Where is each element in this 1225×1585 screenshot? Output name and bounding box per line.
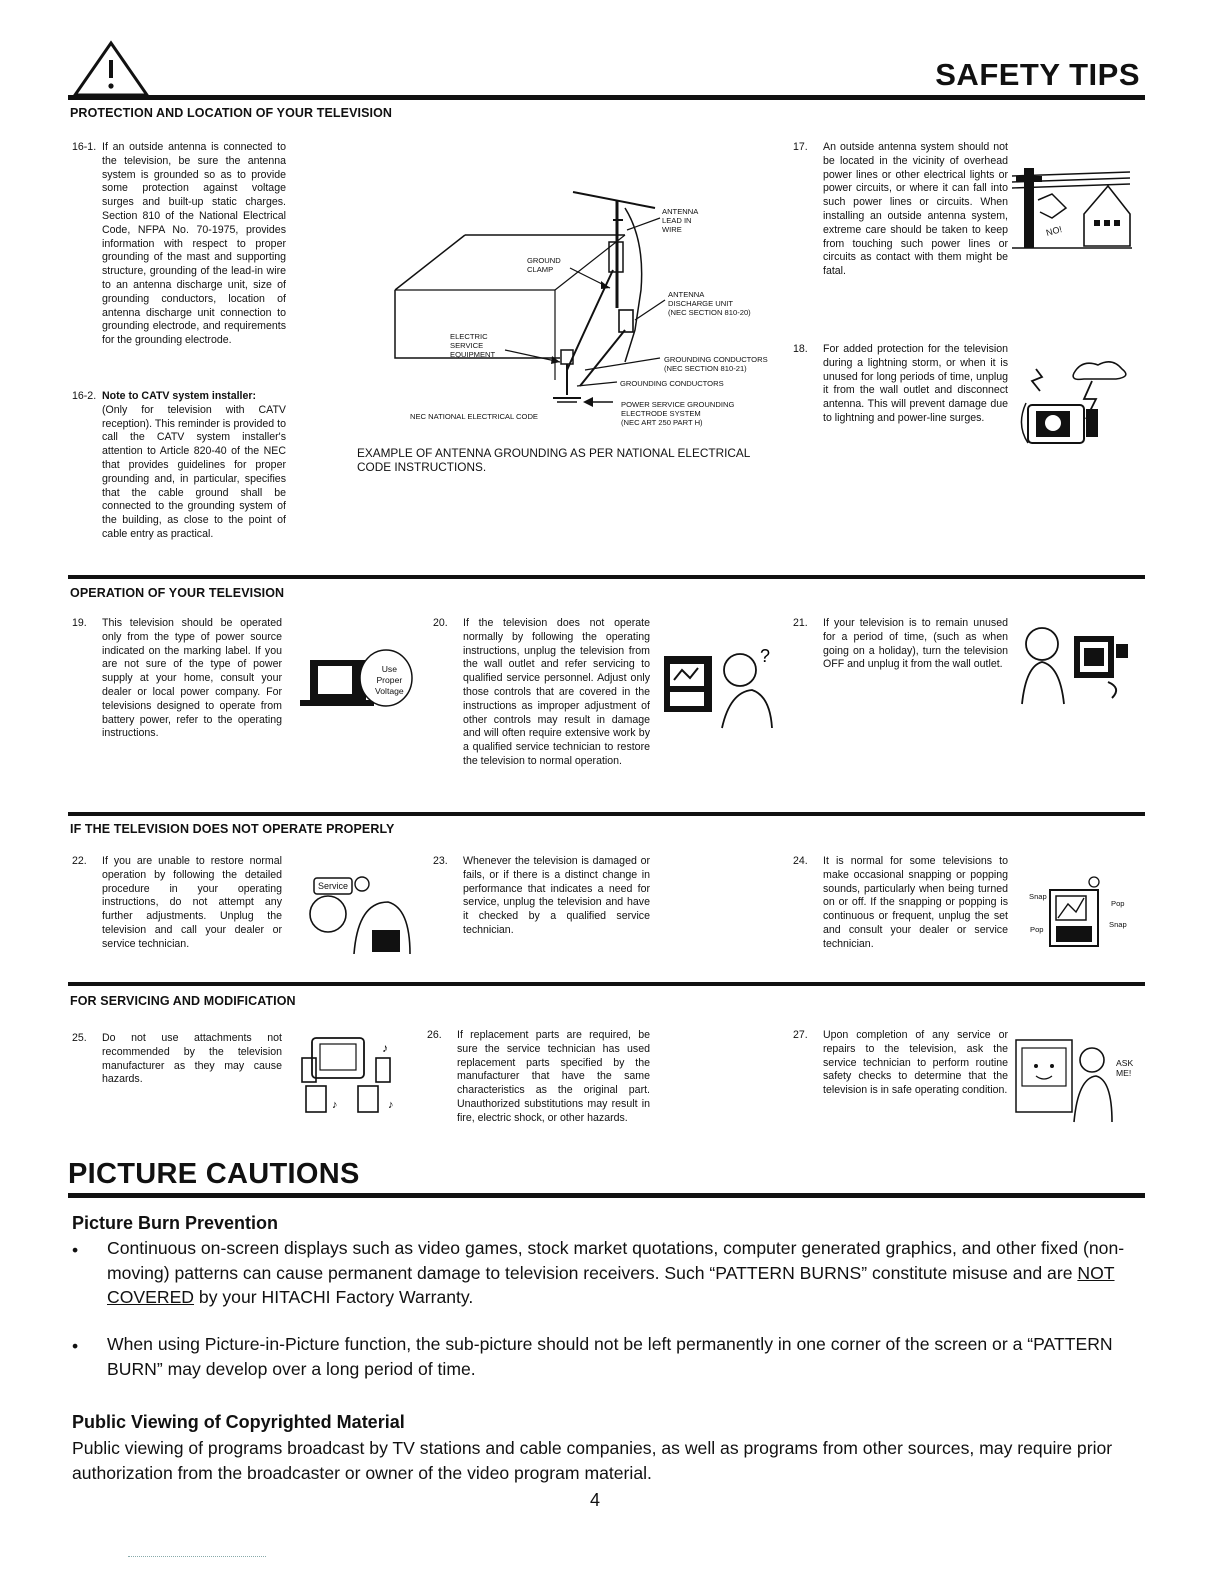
- svg-text:♪: ♪: [332, 1099, 338, 1111]
- page-title: SAFETY TIPS: [935, 57, 1140, 92]
- svg-text:♪: ♪: [382, 1041, 388, 1055]
- item-number: 22.: [72, 855, 87, 867]
- section-title-operation: OPERATION OF YOUR TELEVISION: [70, 586, 285, 600]
- copyright-heading: Public Viewing of Copyrighted Material: [72, 1412, 405, 1432]
- snap-label-bottom: Snap: [1109, 920, 1127, 929]
- item-number: 25.: [72, 1032, 87, 1044]
- power-lines-illustration: [1012, 164, 1132, 256]
- item-17: [793, 141, 1008, 279]
- item-21: [793, 617, 1008, 672]
- item-text: An outside antenna system should not be located in the vicinity of overhead power lines or other electrical lights or power circuits, or where it can fall into such power lines or circuits. When installing an outside antenna system, extreme care should be taken to keep from touching such power lines or circuits as contact with them might be fatal.: [823, 141, 1008, 278]
- bullet-dot: •: [72, 1240, 79, 1260]
- snap-label-top: Snap: [1029, 892, 1047, 901]
- item-text: Upon completion of any service or repairs to the television, ask the service technician to perform routine safety checks to determine that the television is in safe operating condition.: [823, 1029, 1008, 1097]
- item-number: 26.: [427, 1029, 442, 1041]
- item-number: 17.: [793, 141, 808, 153]
- copyright-paragraph: Public viewing of programs broadcast by TV stations and cable companies, as well as programs from other sources, may require prior authorization from the broadcaster or owner of the video program material.: [72, 1438, 1113, 1483]
- item-text: If an outside antenna is connected to the television, be sure the antenna system is grounded so as to provide some protection against voltage surges and built-up static charges. Section 810 of the National Electrical Code, NFPA No. 70-1975, provides information with respect to proper grounding of the mast and supporting structure, grounding of the lead-in wire to an antenna discharge unit, size of grounding conductors, location of antenna discharge unit connection to grounding electrode, and requirements for the grounding electrode.: [102, 141, 286, 347]
- item-18: [793, 343, 1008, 426]
- lightning-tv-illustration: [1012, 355, 1132, 447]
- item-number: 18.: [793, 343, 808, 355]
- section-title-servicing: FOR SERVICING AND MODIFICATION: [70, 994, 296, 1008]
- item-16-1: [72, 141, 286, 348]
- picture-cautions-title: PICTURE CAUTIONS: [68, 1158, 360, 1190]
- section-rule: [68, 575, 1145, 579]
- item-text: This television should be operated only from the type of power source indicated on the marking label. If you are not sure of the type of power supply at your home, consult your dealer or local power company. For televisions designed to operate from battery power, refer to the operating instructions.: [102, 617, 282, 740]
- section-rule: [68, 812, 1145, 816]
- svg-text:♪: ♪: [388, 1099, 394, 1111]
- ask-me-label: ASK ME!: [1116, 1058, 1134, 1078]
- warning-triangle-icon: [72, 40, 150, 98]
- item-22: [72, 855, 282, 952]
- item-25: [72, 1032, 282, 1087]
- item-24: [793, 855, 1008, 952]
- item-number: 19.: [72, 617, 87, 629]
- section-title-protection: PROTECTION AND LOCATION OF YOUR TELEVISION: [70, 106, 393, 120]
- item-text: If replacement parts are required, be sure the service technician has used replacement parts specified by the manufacturer that have the same characteristics as the original part. Unauthorized substitutions may result in fire, electric shock, or other hazards.: [457, 1029, 650, 1124]
- item-number: 16-2.: [72, 390, 97, 402]
- item-text: Whenever the television is damaged or fails, or if there is a distinct change in performance that indicates a need for service, unplug the television and have it checked by a qualified service technician.: [463, 855, 650, 936]
- burn-text-a: Continuous on-screen displays such as video games, stock market quotations, computer generated graphics, and other fixed (non-moving) patterns can cause permanent damage to television receivers. Such “PATTERN BURNS” constitute misuse and are: [107, 1238, 1125, 1283]
- label-grounding-conductors: GROUNDING CONDUCTORS: [620, 379, 724, 388]
- item-23: [433, 855, 650, 938]
- bullet-dot: •: [72, 1336, 79, 1356]
- item-text: If you are unable to restore normal operation by following the detailed procedure in your operating instructions, do not attempt any further adjustments. Unplug the television and call your dealer or service technician.: [102, 855, 282, 950]
- item-number: 16-1.: [72, 141, 97, 153]
- item-text: It is normal for some televisions to make occasional snapping or popping sounds, particularly when being turned on or off. If the snapping or popping is continuous or frequent, unplug the set and consult your dealer or service technician.: [823, 855, 1008, 950]
- attachments-illustration: [296, 1032, 406, 1116]
- item-26: [427, 1029, 650, 1126]
- service-technician-illustration: [660, 640, 790, 732]
- item-text: If your television is to remain unused for a period of time, (such as when going on a holiday), turn the television OFF and unplug it from the wall outlet.: [823, 617, 1008, 671]
- item-text: Do not use attachments not recommended by the television manufacturer as they may cause hazards.: [102, 1032, 282, 1086]
- item-text: For added protection for the television during a lightning storm, or when it is unused for long periods of time, unplug it from the wall outlet and disconnect antenna. This will prevent damage due to lightning and power-line surges.: [823, 343, 1008, 424]
- call-service-illustration: [298, 862, 416, 958]
- label-antenna-lead-in: ANTENNA LEAD IN WIRE: [662, 207, 699, 234]
- burn-paragraph-2: When using Picture-in-Picture function, the sub-picture should not be left permanently in one corner of the screen or a “PATTERN BURN” may develop over a long period of time.: [107, 1334, 1113, 1379]
- footer-rule: [128, 1556, 266, 1557]
- picture-burn-heading: Picture Burn Prevention: [72, 1213, 279, 1233]
- snapping-tv-illustration: [1028, 868, 1128, 956]
- header-rule: [68, 95, 1145, 100]
- item-number: 27.: [793, 1029, 808, 1041]
- no-label: NO!: [1044, 224, 1064, 238]
- item-27: [793, 1029, 1008, 1098]
- item-text: (Only for television with CATV reception). This reminder is provided to call the CATV system installer's attention to Article 820-40 of the NEC that provides guidelines for proper grounding and, in particular, specifies that the cable ground shall be connected to the grounding system of the building, as close to the point of cable entry as practical.: [102, 403, 286, 540]
- use-proper-voltage-label: Use Proper Voltage: [375, 664, 404, 696]
- not-covered-text: NOT COVERED: [107, 1262, 1115, 1307]
- label-power-service: POWER SERVICE GROUNDING ELECTRODE SYSTEM (NEC ART 250 PART H): [621, 400, 735, 427]
- unplug-holiday-illustration: [1012, 618, 1132, 708]
- pop-label-top: Pop: [1111, 899, 1125, 908]
- label-electric-service: ELECTRIC SERVICE EQUIPMENT: [450, 332, 496, 359]
- burn-paragraph-1: [107, 1236, 1142, 1310]
- label-grounding-conductors-nec: GROUNDING CONDUCTORS (NEC SECTION 810-21): [664, 355, 768, 373]
- item-text: If the television does not operate normally by following the operating instructions, unplug the television from the wall outlet and refer servicing to qualified service personnel. Adjust only those controls that are covered in the instructions as improper adjustment of other controls may result in damage and will often require extensive work by a qualified service technician to restore the television to normal operation.: [463, 617, 650, 767]
- label-discharge-unit: ANTENNA DISCHARGE UNIT (NEC SECTION 810-20): [668, 290, 751, 317]
- section-title-not-operate: IF THE TELEVISION DOES NOT OPERATE PROPERLY: [70, 822, 395, 836]
- burn-text-b: by your HITACHI Factory Warranty.: [194, 1287, 474, 1307]
- label-nec: NEC NATIONAL ELECTRICAL CODE: [410, 412, 538, 421]
- service-label: Service: [318, 881, 349, 891]
- svg-text:?: ?: [760, 646, 771, 666]
- item-heading: Note to CATV system installer:: [102, 390, 257, 402]
- item-19: [72, 617, 282, 741]
- picture-cautions-rule: [68, 1193, 1145, 1198]
- ask-me-illustration: [1012, 1034, 1132, 1126]
- section-rule: [68, 982, 1145, 986]
- item-number: 21.: [793, 617, 808, 629]
- diagram-caption: EXAMPLE OF ANTENNA GROUNDING AS PER NATIONAL ELECTRICAL CODE INSTRUCTIONS.: [357, 446, 750, 474]
- item-number: 24.: [793, 855, 808, 867]
- page-number: 4: [590, 1490, 601, 1510]
- label-ground-clamp: GROUND CLAMP: [527, 256, 561, 274]
- pop-label-bottom: Pop: [1030, 925, 1044, 934]
- item-20: [433, 617, 650, 769]
- item-number: 20.: [433, 617, 448, 629]
- item-number: 23.: [433, 855, 448, 867]
- item-16-2: [72, 390, 286, 542]
